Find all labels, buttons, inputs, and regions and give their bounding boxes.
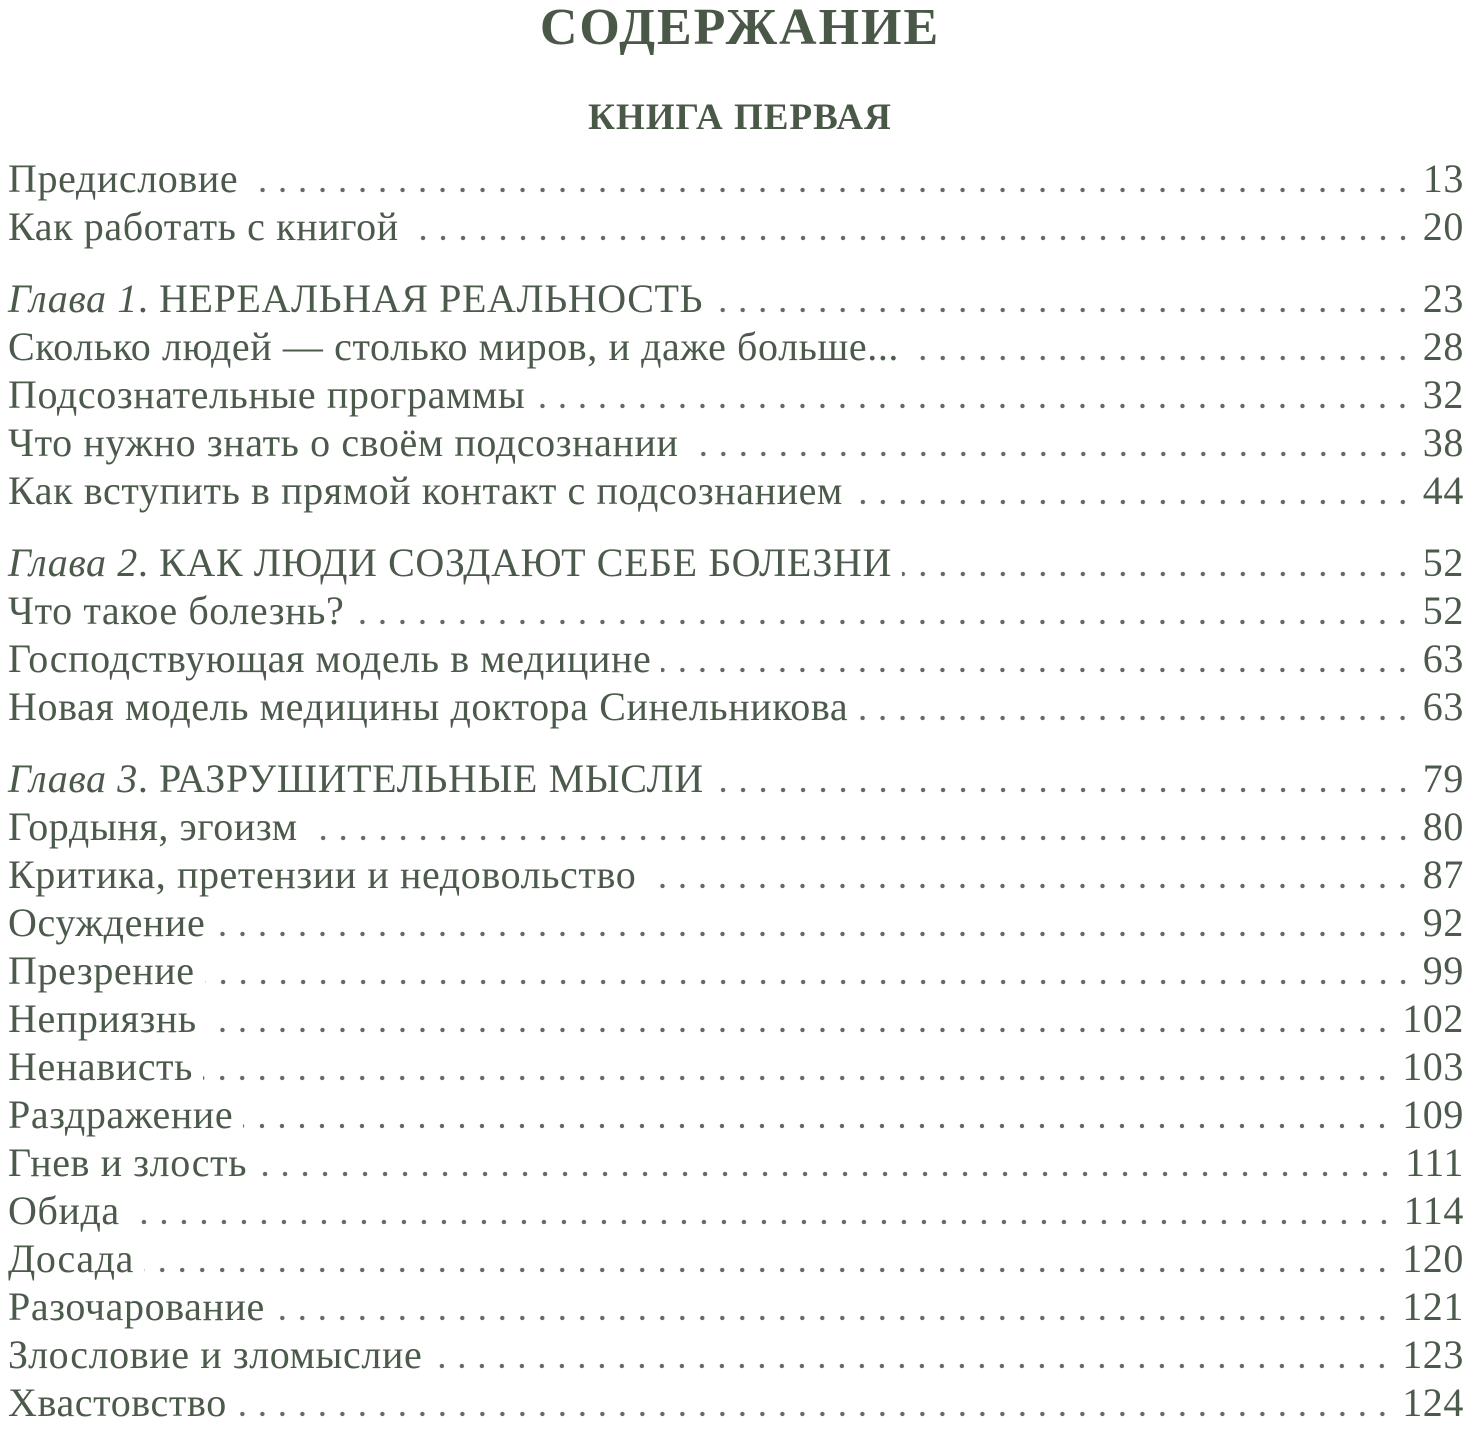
toc-chapter-entry (8, 539, 1464, 587)
toc-entry-label (8, 1139, 247, 1187)
toc-entry-label (8, 635, 651, 683)
dot-leader (205, 979, 1413, 985)
toc-chapter-entry (8, 755, 1464, 803)
page-number: 52 (1422, 588, 1464, 633)
toc-entry-label (8, 1043, 193, 1091)
toc-entry (8, 803, 1464, 851)
toc-entry-label (8, 899, 205, 947)
page-number: 109 (1402, 1092, 1464, 1137)
page-number: 20 (1422, 204, 1464, 249)
dot-leader (308, 835, 1413, 841)
dot-leader (243, 1123, 1392, 1129)
toc-entry (8, 1139, 1464, 1187)
dot-leader (858, 715, 1413, 721)
chapter-title: . КАК ЛЮДИ СОЗДАЮТ СЕБЕ БОЛЕЗНИ (137, 540, 892, 585)
section-title: Как вступить в прямой контакт с подсознанием (8, 468, 843, 513)
toc-entry (8, 683, 1464, 731)
dot-leader (275, 1315, 1392, 1321)
chapter-number: Глава 2 (8, 540, 138, 585)
toc-entry-label (8, 539, 892, 587)
page-number: 103 (1402, 1044, 1464, 1089)
dot-leader (248, 187, 1413, 193)
toc-entry (8, 323, 1464, 371)
dot-leader (853, 499, 1413, 505)
section-title: Предисловие (8, 156, 239, 201)
section-title: Хвастовство (8, 1380, 227, 1425)
section-title: Неприязнь (8, 996, 197, 1041)
section-title: Ненависть (8, 1044, 193, 1089)
dot-leader (354, 619, 1412, 625)
toc-entry-label (8, 323, 899, 371)
book-heading: КНИГА ПЕРВАЯ (588, 97, 892, 138)
dot-leader (144, 1267, 1392, 1273)
section-title: Подсознательные программы (8, 372, 526, 417)
toc-entry-label (8, 1187, 120, 1235)
toc-entry-label (8, 1379, 227, 1427)
page-number: 111 (1405, 1140, 1464, 1185)
chapter-title: . НЕРЕАЛЬНАЯ РЕАЛЬНОСТЬ (137, 276, 704, 321)
section-title: Раздражение (8, 1092, 234, 1137)
toc-entry-label (8, 851, 636, 899)
toc-entry-label (8, 947, 195, 995)
dot-leader (130, 1219, 1394, 1225)
toc-entry-label (8, 995, 197, 1043)
dot-leader (215, 931, 1413, 937)
dot-leader (689, 451, 1413, 457)
section-title: Новая модель медицины доктора Синельникова (8, 684, 849, 729)
toc-entry (8, 947, 1464, 995)
dot-leader (203, 1075, 1392, 1081)
toc-entry-label (8, 587, 344, 635)
toc-entry (8, 203, 1464, 251)
page-number: 120 (1402, 1236, 1464, 1281)
toc-entry (8, 995, 1464, 1043)
toc-entry-label (8, 1331, 422, 1379)
toc-entry (8, 155, 1464, 203)
section-title: Злословие и зломыслие (8, 1332, 423, 1377)
toc-entry (8, 635, 1464, 683)
dot-leader (409, 235, 1413, 241)
page-number: 121 (1402, 1284, 1464, 1329)
section-title: Что такое болезнь? (8, 588, 345, 633)
toc-entry-label (8, 755, 704, 803)
toc-entry (8, 1331, 1464, 1379)
toc-entry-label (8, 803, 298, 851)
page-number: 44 (1422, 468, 1464, 513)
dot-leader (713, 307, 1413, 313)
page-number: 123 (1402, 1332, 1464, 1377)
page-number: 32 (1422, 372, 1464, 417)
page-number: 63 (1422, 684, 1464, 729)
toc-entry-label (8, 1235, 134, 1283)
toc-entry (8, 1235, 1464, 1283)
dot-leader (714, 787, 1413, 793)
page-number: 102 (1402, 996, 1464, 1041)
toc-entry (8, 371, 1464, 419)
page-number: 80 (1422, 804, 1464, 849)
toc-chapter-entry (8, 275, 1464, 323)
toc-entry (8, 1043, 1464, 1091)
page-number: 13 (1422, 156, 1464, 201)
toc-entry-label (8, 419, 679, 467)
section-title: Гнев и злость (8, 1140, 248, 1185)
toc-entry-label (8, 1283, 265, 1331)
page-number: 23 (1422, 276, 1464, 321)
dot-leader (207, 1027, 1392, 1033)
toc-entry (8, 419, 1464, 467)
toc-entry-label (8, 155, 238, 203)
toc-entry (8, 851, 1464, 899)
dot-leader (902, 571, 1413, 577)
toc-entry (8, 587, 1464, 635)
page-number: 52 (1422, 540, 1464, 585)
section-title: Сколько людей — столько миров, и даже больше... (8, 324, 900, 369)
dot-leader (909, 355, 1413, 361)
chapter-number: Глава 3 (8, 756, 138, 801)
dot-leader (432, 1363, 1392, 1369)
page-number: 63 (1422, 636, 1464, 681)
section-title: Осуждение (8, 900, 206, 945)
section-title: Как работать с книгой (8, 204, 399, 249)
section-title: Разочарование (8, 1284, 265, 1329)
dot-leader (237, 1411, 1392, 1417)
chapter-number: Глава 1 (8, 276, 138, 321)
section-title: Критика, претензии и недовольство (8, 852, 637, 897)
section-title: Обида (8, 1188, 120, 1233)
toc-entry-label (8, 1091, 233, 1139)
toc-entry (8, 1091, 1464, 1139)
section-title: Что нужно знать о своём подсознании (8, 420, 679, 465)
dot-leader (257, 1171, 1395, 1177)
toc-entry (8, 1187, 1464, 1235)
section-title: Досада (8, 1236, 134, 1281)
dot-leader (535, 403, 1412, 409)
toc-entry (8, 899, 1464, 947)
toc-entry (8, 467, 1464, 515)
toc-entry-label (8, 275, 703, 323)
page-number: 99 (1422, 948, 1464, 993)
toc-entry-label (8, 203, 399, 251)
page-number: 92 (1422, 900, 1464, 945)
section-title: Гордыня, эгоизм (8, 804, 298, 849)
page-number: 124 (1402, 1380, 1464, 1425)
chapter-title: . РАЗРУШИТЕЛЬНЫЕ МЫСЛИ (137, 756, 704, 801)
toc-entry (8, 1283, 1464, 1331)
section-title: Господствующая модель в медицине (8, 636, 652, 681)
dot-leader (661, 667, 1412, 673)
dot-leader (646, 883, 1413, 889)
toc-entry-label (8, 467, 843, 515)
page-number: 114 (1403, 1188, 1464, 1233)
page-number: 87 (1422, 852, 1464, 897)
page-number: 28 (1422, 324, 1464, 369)
page-title: СОДЕРЖАНИЕ (539, 0, 941, 56)
toc-entry-label (8, 683, 848, 731)
section-title: Презрение (8, 948, 195, 993)
page-number: 79 (1422, 756, 1464, 801)
page-number: 38 (1422, 420, 1464, 465)
toc-entry (8, 1379, 1464, 1427)
toc-entry-label (8, 371, 525, 419)
